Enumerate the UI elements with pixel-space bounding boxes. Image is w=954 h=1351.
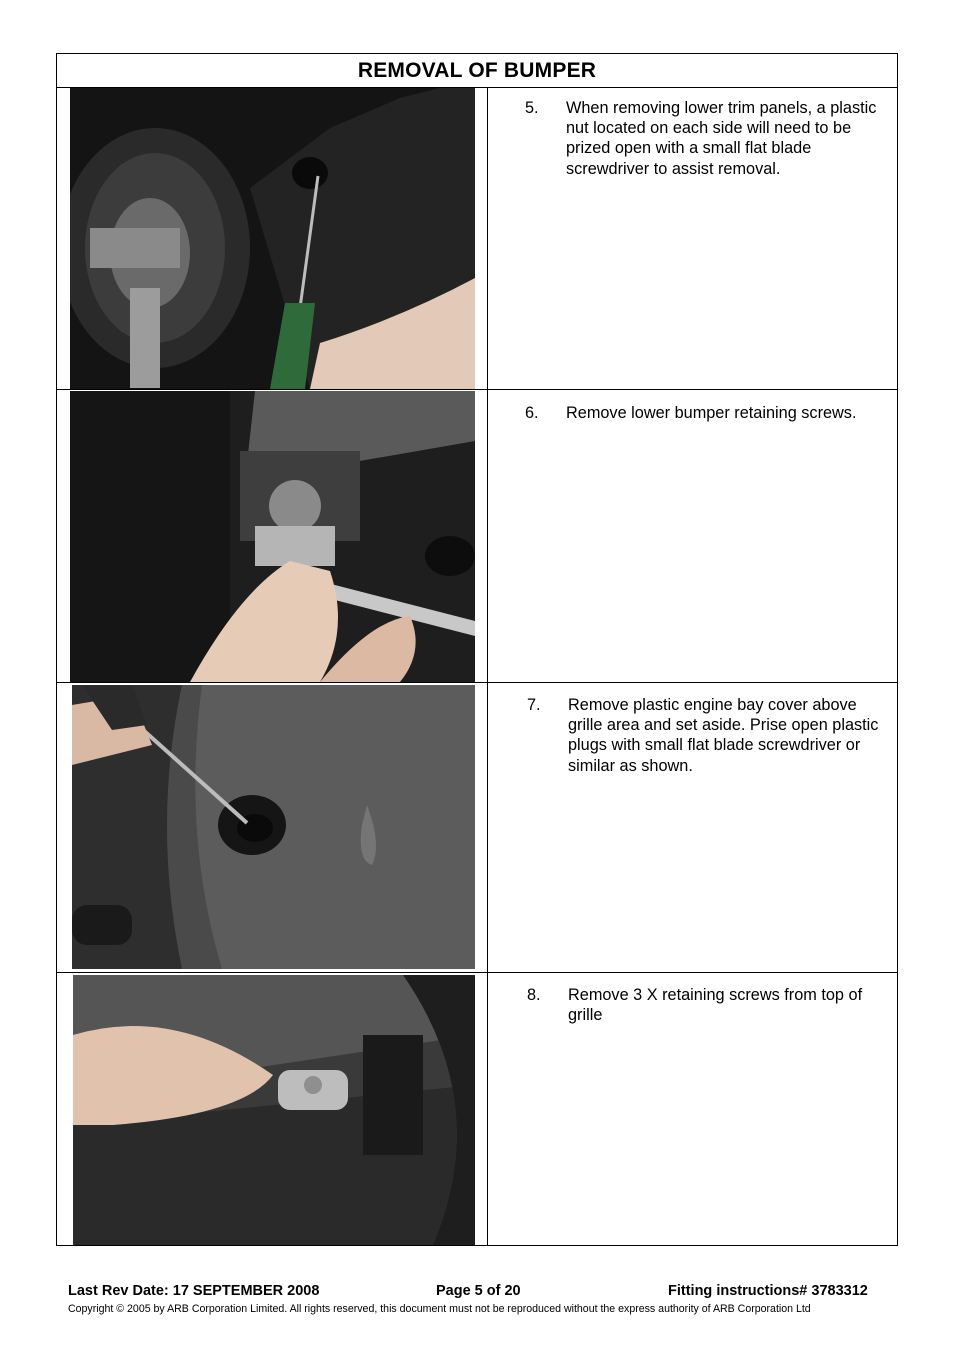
page-title: REMOVAL OF BUMPER — [357, 58, 597, 82]
step-text: Remove plastic engine bay cover above grille area and set aside. Prise open plastic plugs with small flat blade screwdriver or similar as shown. — [568, 696, 879, 775]
photo-lower-bumper-screws — [70, 391, 475, 682]
step-row-7 — [57, 683, 897, 973]
step-number: 6. — [525, 404, 539, 422]
step-number: 7. — [527, 696, 541, 714]
step-text: Remove lower bumper retaining screws. — [566, 404, 857, 422]
instruction-table — [56, 53, 898, 1246]
page-number: Page 5 of 20 — [436, 1283, 521, 1299]
photo-engine-bay-cover-plugs — [72, 685, 475, 969]
step-row-6 — [57, 390, 897, 683]
title-row — [57, 54, 897, 88]
step-number: 5. — [525, 99, 539, 117]
step-row-8 — [57, 973, 897, 1245]
step-number: 8. — [527, 986, 541, 1004]
step-text: When removing lower trim panels, a plastic nut located on each side will need to be prized open with a small flat blade screwdriver to assist removal. — [566, 99, 877, 178]
photo-plastic-nut-screwdriver — [70, 88, 475, 389]
last-rev-date: Last Rev Date: 17 SEPTEMBER 2008 — [68, 1283, 320, 1299]
footer-main-line — [68, 1283, 898, 1303]
photo-grille-retaining-screws — [73, 975, 475, 1245]
step-row-5 — [57, 88, 897, 390]
fitting-instructions-number: Fitting instructions# 3783312 — [668, 1283, 868, 1299]
copyright-notice: Copyright © 2005 by ARB Corporation Limited. All rights reserved, this document must not be reproduced without the express authority of ARB Corporation Ltd — [68, 1303, 811, 1315]
page-footer — [68, 1283, 898, 1315]
step-text: Remove 3 X retaining screws from top of grille — [568, 986, 863, 1025]
